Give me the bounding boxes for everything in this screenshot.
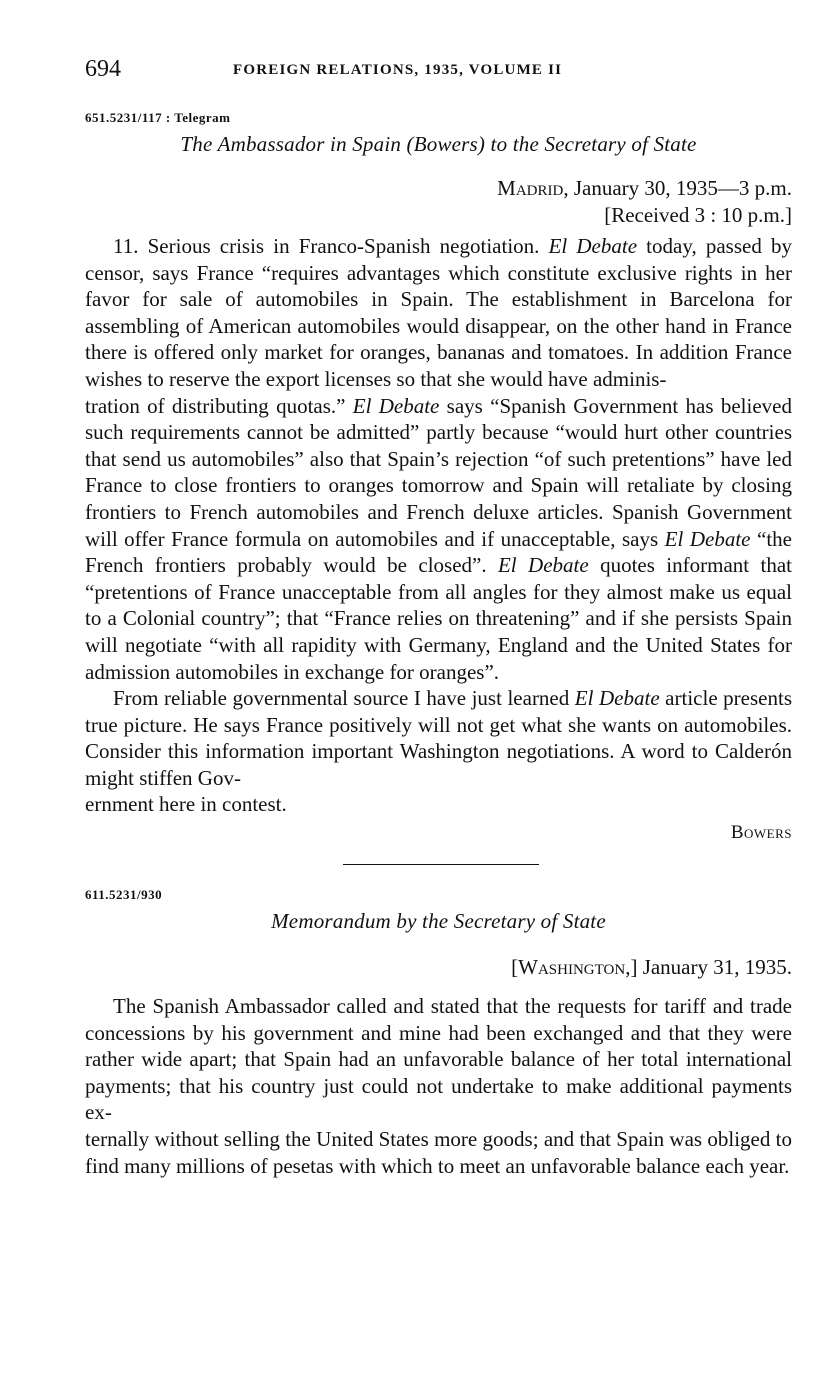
text-run: “the French frontiers probably would be closed”.: [85, 526, 792, 578]
newspaper-name: El Debate: [548, 234, 638, 258]
memo-paragraph-1: [85, 993, 792, 1179]
memo-title: Memorandum by the Secretary of State: [271, 909, 606, 934]
text-run: tration of distributing quotas.”: [85, 393, 353, 418]
text-run: article presents true picture. He says France positively will not get what she wants on automobiles. Consider this information important Washington negotiations. A word to Calderón might stiffen Gov-: [85, 686, 792, 790]
running-title: FOREIGN RELATIONS, 1935, VOLUME II: [233, 62, 563, 78]
telegram-signature: Bowers: [730, 822, 792, 844]
telegram-file-ref: 651.5231/117 : Telegram: [85, 110, 231, 125]
memo-place: [Washington,]: [511, 955, 638, 980]
document-page: [85, 56, 792, 1179]
telegram-title: The Ambassador in Spain (Bowers) to the Secretary of State: [180, 132, 697, 156]
telegram-place: Madrid: [497, 176, 564, 200]
newspaper-name: El Debate: [574, 686, 660, 711]
section-divider: [343, 864, 539, 865]
memo-date: January 31, 1935.: [637, 955, 792, 980]
telegram-paragraph-1: [85, 233, 792, 685]
text-run: From reliable governmental source I have just learned: [113, 686, 575, 711]
telegram-received: [Received 3 : 10 p.m.]: [604, 203, 792, 227]
page-number: 694: [85, 56, 121, 82]
memo-file-ref: 611.5231/930: [85, 887, 163, 903]
running-head: [85, 56, 792, 92]
newspaper-name: El Debate: [497, 553, 589, 578]
telegram-paragraph-2: [85, 685, 792, 818]
newspaper-name: El Debate: [664, 526, 751, 551]
memo-dateline: [85, 954, 792, 981]
text-run: 11. Serious crisis in Franco-Spanish negotiation.: [113, 234, 549, 258]
text-run: today, passed by censor, says France “requires advantages which constitute exclusive rights in her favor for sale of automobiles in Spain. The establishment in Barcelona for assembling of American automobiles would disappear, on the other hand in France there is offered only market for oranges, bananas and tomatoes. In addition France wishes to reserve the export licenses so that she would have adminis-: [85, 234, 792, 391]
text-run: ernment here in contest.: [85, 792, 287, 817]
telegram-date: , January 30, 1935—3 p.m.: [563, 176, 792, 200]
text-run: ternally without selling the United States more goods; and that Spain was obliged to find many millions of pesetas with which to meet an unfavorable balance each year.: [85, 1127, 792, 1178]
telegram-dateline: [85, 175, 792, 229]
text-run: says “Spanish Government has believed such requirements cannot be admitted” partly because “would hurt other countries that send us automobiles” also that Spain’s rejection “of such pretentions” have led France to close frontiers to oranges tomorrow and Spain will retaliate by closing frontiers to French automobiles and French deluxe articles. Spanish Government will offer France formula on automobiles and if unacceptable, says: [85, 393, 792, 551]
text-run: quotes informant that “pretentions of France unacceptable from all angles for they almost make us equal to a Colonial country”; that “France relies on threatening” and if she persists Spain will negotiate “with all rapidity with Germany, England and the United States for admission automobiles in exchange for oranges”.: [85, 553, 792, 684]
newspaper-name: El Debate: [352, 393, 440, 418]
telegram-place-date: [85, 175, 792, 202]
text-run: The Spanish Ambassador called and stated that the requests for tariff and trade concessions by his government and mine had been exchanged and that they were rather wide apart; that Spain had an unfavorable balance of her total international payments; that his country just could not undertake to make additional payments ex-: [85, 994, 792, 1125]
